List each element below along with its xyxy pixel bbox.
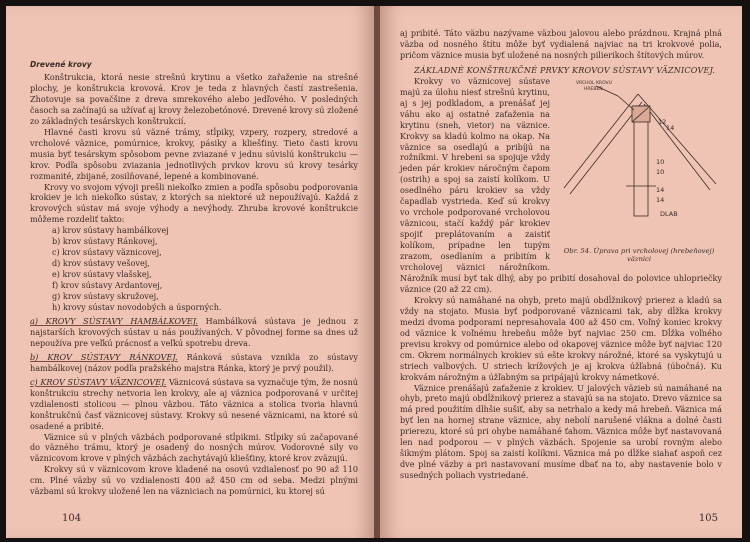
list-item: f) krov sústavy Ardantovej,	[52, 280, 163, 291]
dimension-label: 10	[656, 157, 665, 166]
paragraph: Hlavné časti krovu sú väzné trámy, stĺpiky, vzpery, rozpery, stredové a vrcholové väznice, pomúrnice, krokvy, pásiky a kliešťiny. Tieto časti krovu musia byť tesárskym spôsobom pevne zviazané v jednu súvislú konštrukciu — krov. Podľa spôsobu zviazania jednotlivých prvkov krovu sú krovy tesárky rozmanité, zbijané, zosilňované, lepené a kombinované.	[30, 126, 358, 181]
dimension-label: 14	[656, 185, 665, 194]
list-item: h) krovy sústav novodobých a úsporných.	[52, 302, 222, 313]
page-number: 104	[62, 513, 82, 524]
section-heading: c) KROV SÚSTAVY VÄZNICOVEJ.	[30, 376, 167, 387]
right-page	[380, 6, 742, 538]
post	[634, 106, 648, 216]
dimension-label: 14	[666, 123, 675, 132]
paragraph: Krokvy vo väznicovej sústave majú za úlohu niesť strešnú krytinu, aj s jej podkladom, a prenášať jej váhu ako aj ostatné zaťaženia na krytinu (sneh, vietor) na väznice. Krokvy sa kladú kolmo na okap. Na väznice sa osedlajú a pribíjú na rožníkmi. V hrebeni sa spojuje vždy jeden pár krokiev náročným čapom (ostrih) a spoj sa zaistí kolíkom. U osedlného páru krokiev sa vždy čapadlab vystrieda. Keď sú krokvy vo vrchole podporované vrcholovou väznicou, stačí každý pár krokiev spojiť preplátovaním a zaistiť kolíkom, prípadne len tupým zrazom, osedlaním a pribitím k vrcholovej väznici nárožníkom. Nárožník musí byť tak dlhý, aby po pribití dosahoval do polovice uhlopriečky väznice (20 až 22 cm).	[400, 75, 722, 294]
dimension-label: 10	[656, 167, 665, 176]
running-head: Drevené krovy	[30, 60, 92, 69]
section-b	[30, 352, 358, 374]
figure-note: HREBEŇ	[584, 86, 603, 92]
section-c	[30, 377, 358, 432]
list-item: g) krov sústavy skružovej,	[52, 291, 159, 302]
list-item: d) krov sústavy vešovej,	[52, 258, 150, 269]
list-item: c) krov sústavy väznicovej,	[52, 247, 162, 258]
dimension-label: 12	[658, 117, 667, 126]
section-text: Väznicová sústava sa vyznačuje tým, že nosnú konštrukciu strechy netvoria len krokvy, ale aj väznica podporovaná v určitej vzdialenosti stolicou — plnou väzbou. Táto väznica a stolica tvoria hlavnú konštrukčnú časť väznicovej sústavy. Krokvy sú nesené väznicami, na ktoré sú osadené a pribité.	[30, 376, 358, 431]
paragraph: aj pribité. Táto väzbu nazývame väzbou jalovou alebo prázdnou. Krajná plná väzba od nosného štítu môže byť vydialená najviac na tri krokvové polia, pričom väznice musia byť uložené na nosných pilierikoch štítových múrov.	[400, 28, 722, 60]
list-item: a) krov sústavy hambálkovej	[52, 225, 169, 236]
figure-caption: Obr. 54. Úprava pri vrcholovej (hrebeňovej) väznici	[563, 246, 715, 263]
paragraph: Krovy vo svojom vývoji prešli niekoľko zmien a podľa spôsobu podporovania krokiev je ich niekoľko sústav, z ktorých sa niektoré už nepoužívajú. Každá z krovových sústav má svoje výhody a nevýhody. Zhruba krovové konštrukcie môžeme rozdeliť takto:	[30, 181, 358, 225]
left-page-text	[30, 72, 358, 497]
list-item: e) krov sústavy vlašskej,	[52, 269, 152, 280]
figure	[556, 76, 722, 264]
paragraph: Krokvy sú namáhané na ohyb, preto majú obdĺžnikový prierez a kladú sa vždy na stojato. Musia byť podporované väznicami tak, aby dĺžka krokvy medzi dvoma podporami nepresahovala 400 až 450 cm. Voľný koniec krokvy od väznice k voľnému hrebeňu môže byť najviac 250 cm. Dĺžka voľného previsu krokvy od pomúrnice alebo od okapovej väznice môže byť najviac 120 cm. Okrem normálnych krokiev sú ešte krokvy nárožné, ktoré sa vyskytujú u striech valbových. U striech krížových je aj krokva úžľabná (úbočná). Ku krokvám nárožným a úžľabným sa pripájajú krokvy námetkové.	[400, 294, 722, 382]
paragraph: Konštrukcia, ktorá nesie strešnú krytinu a všetko zařaženie na strešné plochy, je konštrukcia krovová. Krov je teda z hlavných častí zastrešenia. Zhotovuje sa povačšine z dreva smrekového alebo jedľového. V posledných časoch sa začínajú sa užívať aj krovy železobetónové. Drevené krovy sú zložené zo základných tesárskych konštrukcií.	[30, 72, 358, 126]
dlab-label: DLAB	[660, 209, 678, 218]
krov-list	[30, 225, 358, 313]
paragraph: Väznice sú v plných väzbách podporované stĺpikmi. Stĺpiky sú začapované do väzného trámu, ktorý je osadený do nosných múrov. Vodorovné sily vo väznicovom krove v plných väzbách zachytávajú kliešťiny, ktoré krov zväzujú.	[30, 431, 358, 464]
section-a	[30, 316, 358, 349]
paragraph: Krokvy sú v väznicovom krove kladené na osovú vzdialenosť po 90 až 110 cm. Plné väzby sú vo vzdialenosti 400 až 450 cm od seba. Medzi plnými väzbami sú krokvy uložené len na väzniciach na pomúrnici, ku ktorej sú	[30, 464, 358, 497]
ridge-purlin-diagram	[556, 76, 722, 244]
section-heading: b) KROV SÚSTAVY RÁNKOVEJ.	[30, 351, 178, 362]
dimension-label: 14	[656, 195, 665, 204]
paragraph: Väznice prenášajú zaťaženie z krokiev. U jalových väzieb sú namáhané na ohyb, preto majú obdĺžnikový prierez a stavajú sa na stojato. Drevo väznice sa má pred použitím dlhšie sušiť, aby sa netrhalo a kedy má hrebeň. Väznica má byť len na hornej strane väznice, aby nebolí narušené vlákna a dolné časti prierezu, ktoré sú pri ohybe namáhané ťahom. Väznica môže byť nastavovaná len nad podporou — v plných väzbách. Spojenie sa urobí rovným alebo šikmým plátom. Spoj sa zaistí kolíkmi. Väznica má po dĺžke siahať aspoň cez dve plné väzby a pri nastavovaní musíme dbať na to, aby nastavenie bolo v susedných poliach vystriedané.	[400, 382, 722, 481]
section-heading: a) KROVY SÚSTAVY HAMBÁLKOVEJ.	[30, 315, 198, 326]
section-heading: ZÁKLADNÉ KONŠTRUKČNÉ PRVKY KROVOV SÚSTAVY VÄZNICOVEJ.	[414, 64, 716, 75]
right-page-text	[400, 28, 722, 481]
figure-note: VRCHOL KROVU	[576, 80, 612, 86]
leader-line	[618, 96, 634, 110]
page-number: 105	[698, 513, 718, 524]
list-item: b) krov sústavy Ránkovej,	[52, 236, 158, 247]
rafter-left-outer	[564, 94, 638, 188]
rafter-left-inner	[570, 102, 642, 194]
section-text: Ránková sústava vznikla zo sústavy hambálkovej (názov podľa pražského majstra Ránka, ktorý je prvý použil).	[30, 351, 358, 373]
rafter-right-inner	[644, 104, 710, 190]
left-page	[6, 6, 374, 538]
section-text: Hambálková sústava je jednou z najstarších krovových sústav u nás používaných. V pôvodnej forme sa dnes už nepoužíva pre veľkú prácnosť a veľkú spotrebu dreva.	[30, 315, 358, 348]
